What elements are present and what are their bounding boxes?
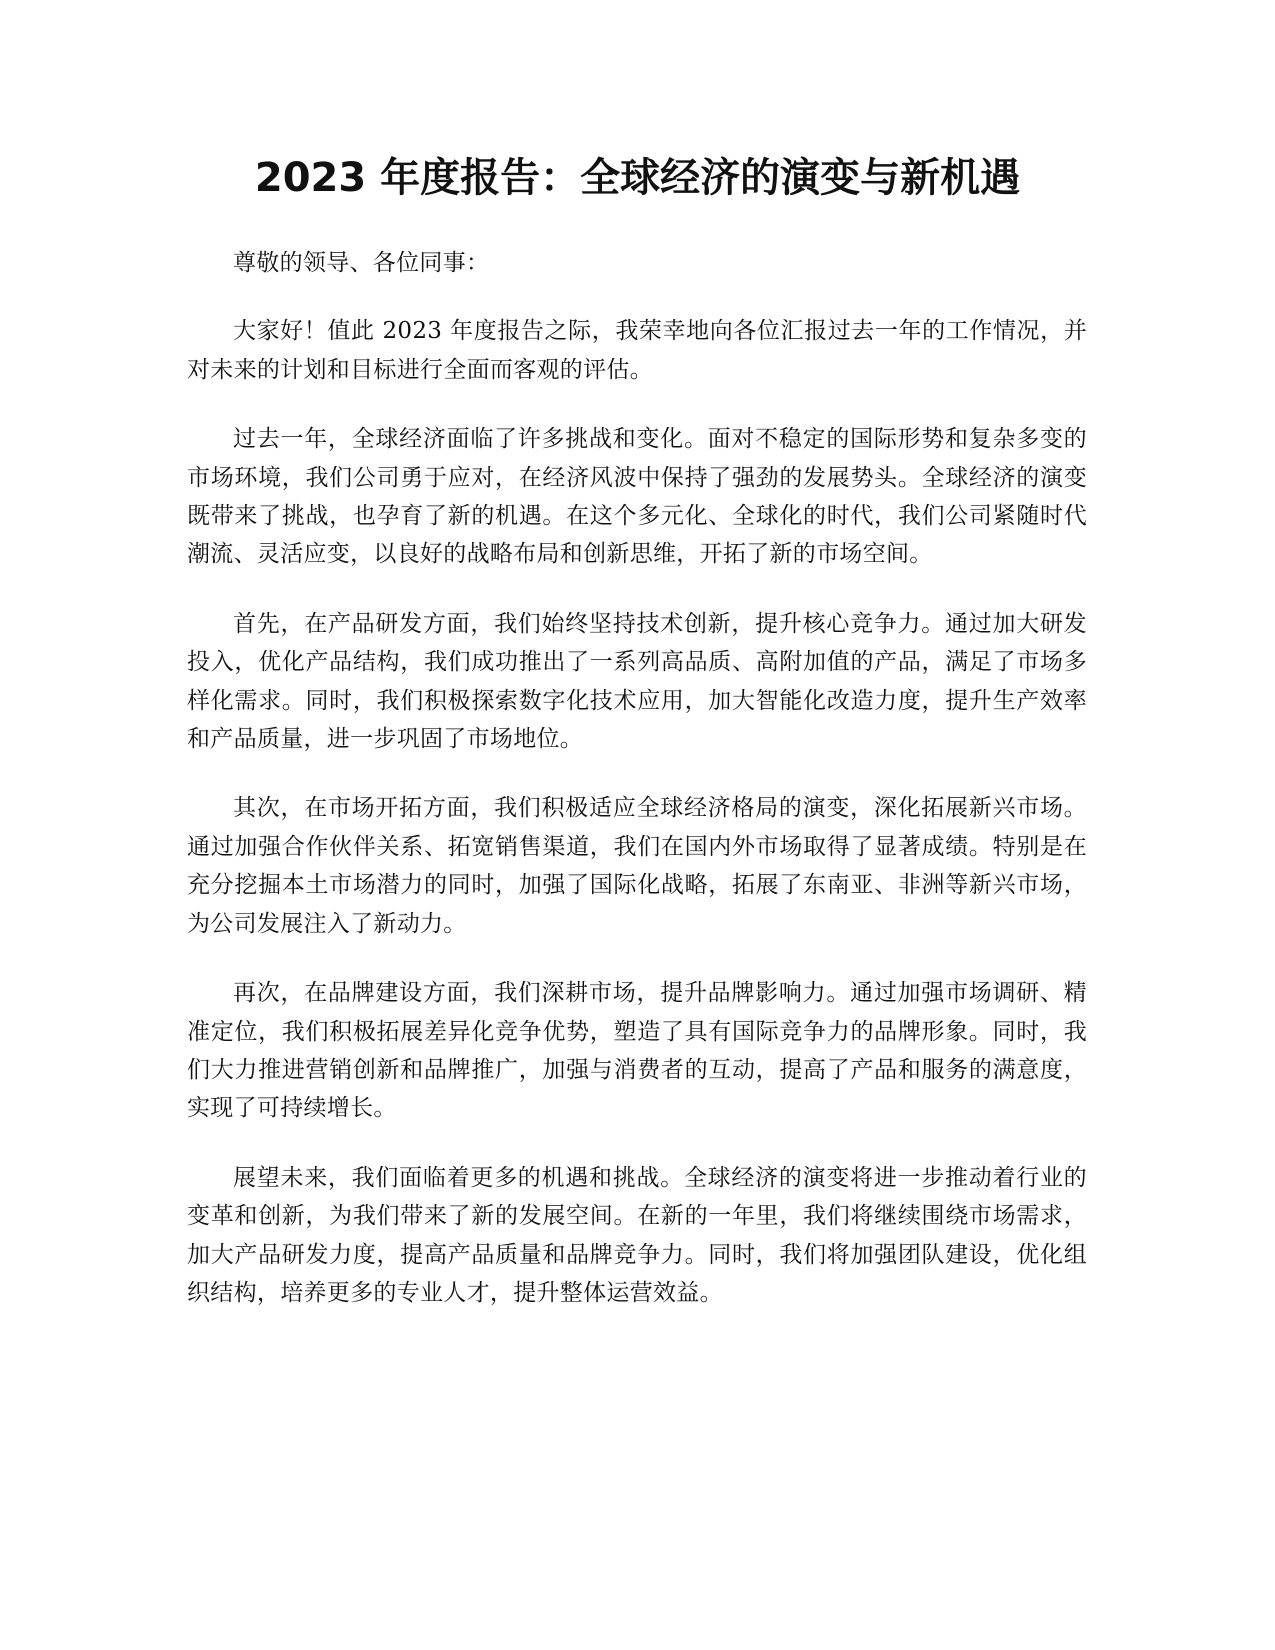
greeting: 尊敬的领导、各位同事： [233,250,490,276]
paragraph-outlook: 展望未来，我们面临着更多的机遇和挑战。全球经济的演变将进一步推动着行业的变革和创新，为我们带来了新的发展空间。在新的一年里，我们将继续围绕市场需求，加大产品研发力度，提高产品质量和品牌竞争力。同时，我们将加强团队建设，优化组织结构，培养更多的专业人才，提升整体运营效益。 [187,1164,1087,1306]
document-title: 2023 年度报告：全球经济的演变与新机遇 [254,155,1021,201]
paragraph-brand-building: 再次，在品牌建设方面，我们深耕市场，提升品牌影响力。通过加强市场调研、精准定位，我们积极拓展差异化竞争优势，塑造了具有国际竞争力的品牌形象。同时，我们大力推进营销创新和品牌推广，加强与消费者的互动，提高了产品和服务的满意度，实现了可持续增长。 [187,980,1087,1122]
paragraph-product-rd: 首先，在产品研发方面，我们始终坚持技术创新，提升核心竞争力。通过加大研发投入，优化产品结构，我们成功推出了一系列高品质、高附加值的产品，满足了市场多样化需求。同时，我们积极探索数字化技术应用，加大智能化改造力度，提升生产效率和产品质量，进一步巩固了市场地位。 [187,610,1087,753]
paragraph-past-year: 过去一年，全球经济面临了许多挑战和变化。面对不稳定的国际形势和复杂多变的市场环境，我们公司勇于应对，在经济风波中保持了强劲的发展势头。全球经济的演变既带来了挑战，也孕育了新的机遇。在这个多元化、全球化的时代，我们公司紧随时代潮流、灵活应变，以良好的战略布局和创新思维，开拓了新的市场空间。 [187,426,1087,568]
paragraph-market-expansion: 其次，在市场开拓方面，我们积极适应全球经济格局的演变，深化拓展新兴市场。通过加强合作伙伴关系、拓宽销售渠道，我们在国内外市场取得了显著成绩。特别是在充分挖掘本土市场潜力的同时，加强了国际化战略，拓展了东南亚、非洲等新兴市场，为公司发展注入了新动力。 [187,795,1087,937]
document-body [187,244,1087,1343]
paragraph-opening: 大家好！值此 2023 年度报告之际，我荣幸地向各位汇报过去一年的工作情况，并对未来的计划和目标进行全面而客观的评估。 [187,318,1087,383]
